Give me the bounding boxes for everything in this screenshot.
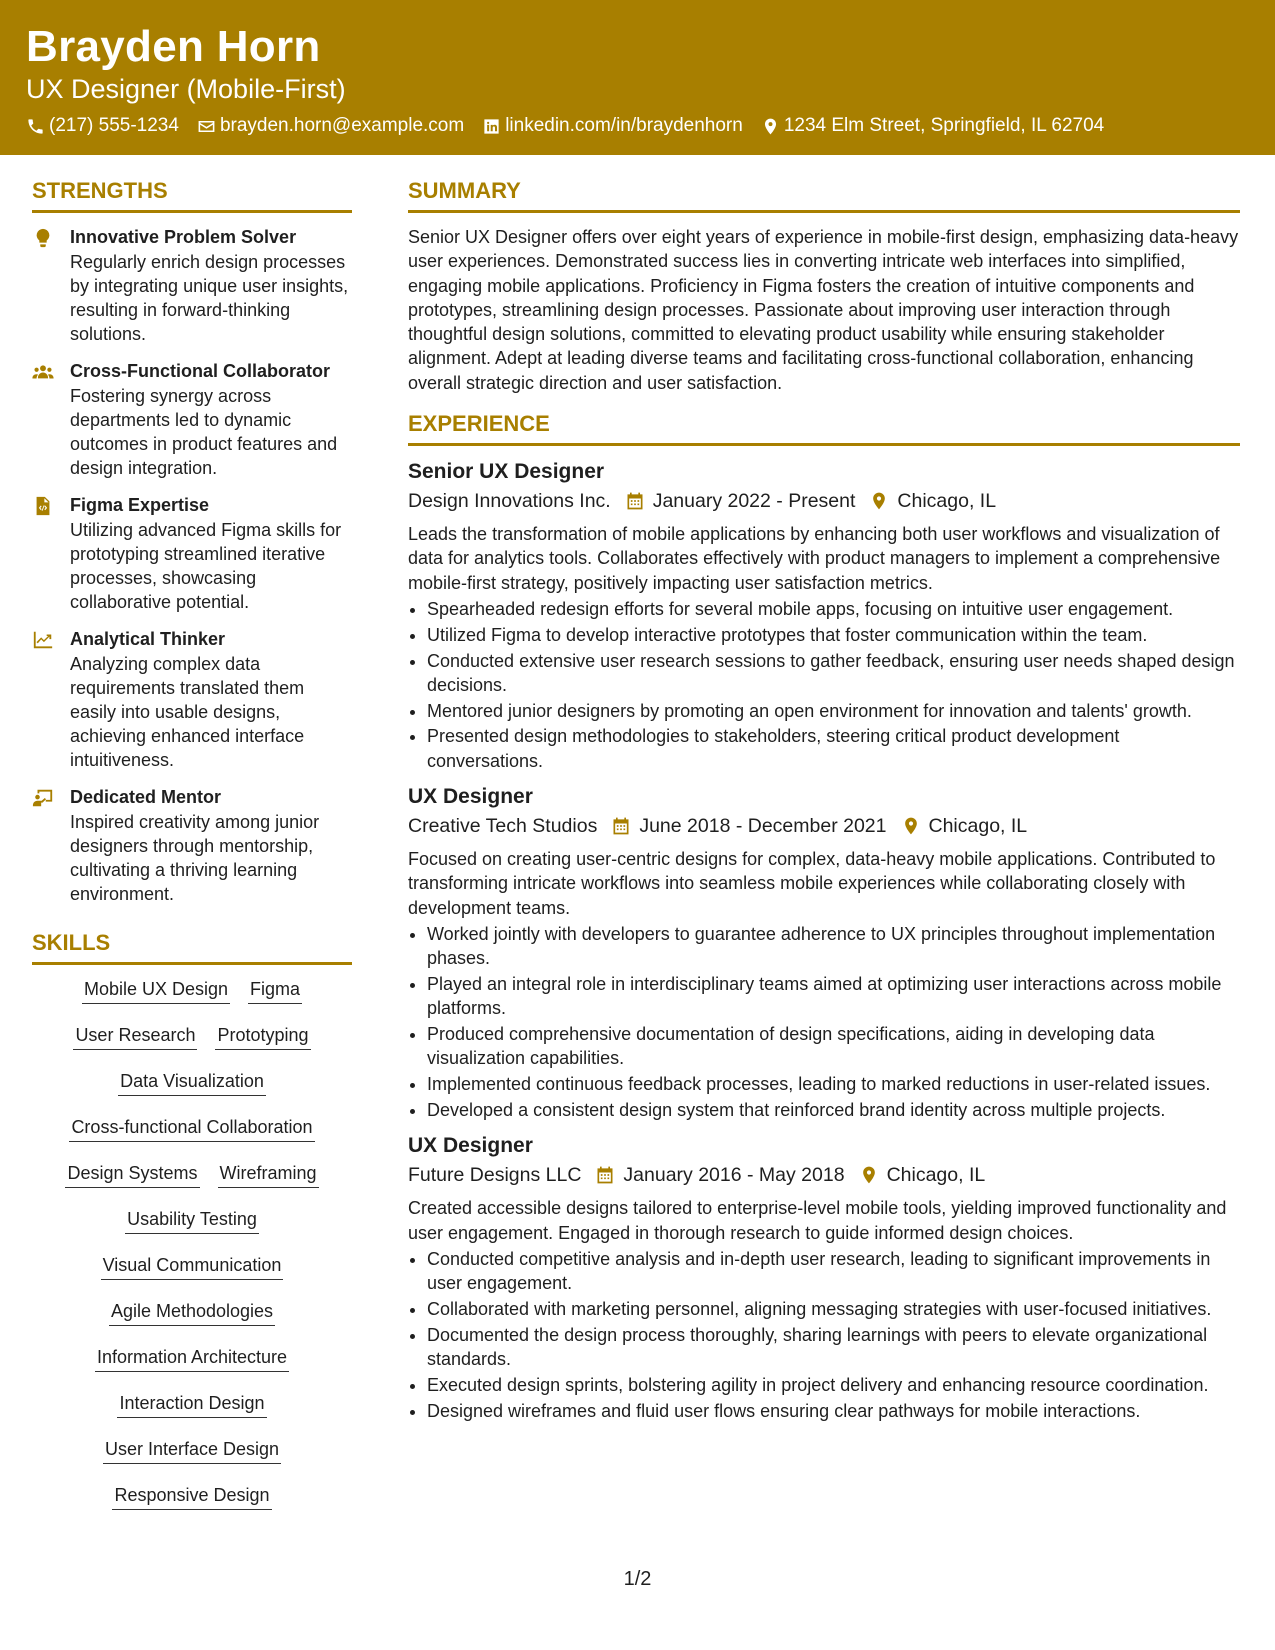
- strength-item: [32, 493, 352, 614]
- bullet-item: • Worked jointly with developers to guarantee adherence to UX principles throughout implementation phases.: [427, 922, 1240, 971]
- skill-tag: Wireframing: [218, 1161, 319, 1188]
- bullet-item: • Implemented continuous feedback processes, leading to marked reductions in user-related issues.: [427, 1072, 1240, 1096]
- candidate-role: UX Designer (Mobile-First): [26, 74, 346, 104]
- strength-title: Analytical Thinker: [70, 629, 226, 649]
- skill-tag: User Interface Design: [103, 1437, 281, 1464]
- bullet-item: • Collaborated with marketing personnel, aligning messaging strategies with user-focused initiatives.: [427, 1297, 1240, 1321]
- bullet-item: • Conducted competitive analysis and in-depth user research, leading to significant improvements in user engagement.: [427, 1247, 1240, 1296]
- strength-title: Cross-Functional Collaborator: [70, 361, 331, 381]
- job-meta: [408, 811, 1240, 841]
- candidate-name: Brayden Horn: [26, 22, 321, 71]
- strength-description: Analyzing complex data requirements translated them easily into usable designs, achieving enhanced interface intuitiveness.: [70, 654, 305, 770]
- bullet-item: • Mentored junior designers by promoting an open environment for innovation and talents' growth.: [427, 699, 1240, 723]
- job-dates: January 2016 - May 2018: [623, 1164, 845, 1187]
- strengths-heading: STRENGTHS: [32, 178, 352, 213]
- strength-description: Utilizing advanced Figma skills for prototyping streamlined iterative processes, showcasing collaborative potential.: [70, 520, 342, 612]
- bullet-item: • Produced comprehensive documentation of design specifications, aiding in developing data visualization capabilities.: [427, 1022, 1240, 1071]
- phone-text: (217) 555-1234: [49, 115, 179, 136]
- job-dates: June 2018 - December 2021: [639, 815, 887, 838]
- right-column: [408, 178, 1240, 1433]
- phone-icon: [26, 117, 45, 136]
- calendar-icon: [595, 1165, 615, 1185]
- job-title: UX Designer: [408, 785, 533, 809]
- skill-tag: Prototyping: [215, 1023, 310, 1050]
- map-marker-icon: [761, 117, 780, 136]
- linkedin-text: linkedin.com/in/braydenhorn: [505, 115, 743, 136]
- job-description: Focused on creating user-centric designs for complex, data-heavy mobile applications. Contributed to transforming intricate workflows into seamless mobile experiences while collaborating closely with development teams.: [408, 849, 1216, 918]
- envelope-icon: [197, 117, 216, 136]
- resume-header: [0, 0, 1275, 155]
- left-column: [32, 178, 352, 1529]
- chart-line-icon: [32, 629, 54, 651]
- map-marker-icon: [901, 816, 921, 836]
- job-dates: January 2022 - Present: [652, 490, 856, 513]
- job-entry: [408, 783, 1240, 1122]
- job-bullets: [408, 922, 1240, 1122]
- job-bullets: [408, 597, 1240, 773]
- contact-bar: [26, 115, 1122, 137]
- calendar-icon: [611, 816, 631, 836]
- contact-linkedin[interactable]: [482, 115, 743, 137]
- strength-item: [32, 785, 352, 906]
- users-icon: [32, 361, 54, 383]
- page-number: 1/2: [623, 1568, 652, 1590]
- strength-item: [32, 627, 352, 772]
- skill-tag: User Research: [73, 1023, 197, 1050]
- calendar-icon: [625, 491, 645, 511]
- bullet-item: • Conducted extensive user research sessions to gather feedback, ensuring user needs shaped design decisions.: [427, 649, 1240, 698]
- job-meta: [408, 1160, 1240, 1190]
- address-text: 1234 Elm Street, Springfield, IL 62704: [783, 115, 1105, 136]
- job-company: Creative Tech Studios: [408, 815, 598, 838]
- chalkboard-teacher-icon: [32, 787, 54, 809]
- map-marker-icon: [869, 491, 889, 511]
- job-title: Senior UX Designer: [408, 460, 605, 484]
- email-text: brayden.horn@example.com: [219, 115, 465, 136]
- skill-tag: Cross-functional Collaboration: [69, 1115, 314, 1142]
- bullet-item: • Spearheaded redesign efforts for several mobile apps, focusing on intuitive user engagement.: [427, 597, 1240, 621]
- skills-heading: SKILLS: [32, 930, 352, 965]
- map-marker-icon: [859, 1165, 879, 1185]
- summary-heading: SUMMARY: [408, 178, 1240, 213]
- skill-tag: Information Architecture: [95, 1345, 289, 1372]
- strength-title: Innovative Problem Solver: [70, 227, 297, 247]
- bullet-item: • Executed design sprints, bolstering agility in project delivery and enhancing resource coordination.: [427, 1373, 1240, 1397]
- bullet-item: • Developed a consistent design system that reinforced brand identity across multiple projects.: [427, 1098, 1240, 1122]
- job-bullets: [408, 1247, 1240, 1423]
- experience-heading: EXPERIENCE: [408, 411, 1240, 446]
- job-company: Future Designs LLC: [408, 1164, 582, 1187]
- skill-tag: Design Systems: [65, 1161, 199, 1188]
- summary-text: Senior UX Designer offers over eight years of experience in mobile-first design, emphasizing data-heavy user experiences. Demonstrated success lies in converting intricate web interfaces into simplified, engaging mobile applications. Proficiency in Figma fosters the creation of intuitive components and prototypes, streamlining design processes. Passionate about improving user interaction through thoughtful design solutions, committed to elevating product usability while ensuring stakeholder alignment. Adept at leading diverse teams and facilitating cross-functional collaboration, enhancing overall strategic direction and user satisfaction.: [408, 227, 1239, 393]
- strength-title: Dedicated Mentor: [70, 787, 222, 807]
- job-location: Chicago, IL: [928, 815, 1028, 838]
- strength-description: Regularly enrich design processes by integrating unique user insights, resulting in forward-thinking solutions.: [70, 252, 349, 344]
- job-entry: [408, 458, 1240, 773]
- skill-tag: Visual Communication: [101, 1253, 284, 1280]
- bullet-item: • Documented the design process thoroughly, sharing learnings with peers to elevate organizational standards.: [427, 1323, 1240, 1372]
- bullet-item: • Played an integral role in interdisciplinary teams aimed at optimizing user interactions across mobile platforms.: [427, 972, 1240, 1021]
- contact-phone: [26, 115, 179, 137]
- bullet-item: • Designed wireframes and fluid user flows ensuring clear pathways for mobile interactions.: [427, 1399, 1240, 1423]
- job-location: Chicago, IL: [886, 1164, 986, 1187]
- strength-title: Figma Expertise: [70, 495, 210, 515]
- skill-tag: Mobile UX Design: [82, 977, 230, 1004]
- skill-tag: Usability Testing: [125, 1207, 259, 1234]
- linkedin-icon: [482, 117, 501, 136]
- strength-description: Fostering synergy across departments led to dynamic outcomes in product features and design integration.: [70, 386, 338, 478]
- skill-tag: Agile Methodologies: [109, 1299, 275, 1326]
- bullet-item: • Utilized Figma to develop interactive prototypes that foster communication within the team.: [427, 623, 1240, 647]
- job-meta: [408, 486, 1240, 516]
- job-description: Created accessible designs tailored to enterprise-level mobile tools, yielding improved functionality and user engagement. Engaged in thorough research to guide informed design choices.: [408, 1198, 1227, 1243]
- skill-tag: Interaction Design: [117, 1391, 266, 1418]
- job-description: Leads the transformation of mobile applications by enhancing both user workflows and visualization of data for analytics tools. Collaborates effectively with product managers to implement a comprehensive mobile-first strategy, positively impacting user satisfaction metrics.: [408, 524, 1221, 593]
- contact-email[interactable]: [197, 115, 464, 137]
- strength-item: [32, 359, 352, 480]
- job-entry: [408, 1132, 1240, 1423]
- strength-item: [32, 225, 352, 346]
- strength-description: Inspired creativity among junior designers through mentorship, cultivating a thriving learning environment.: [70, 812, 320, 904]
- skills-list: [32, 977, 352, 1529]
- lightbulb-icon: [32, 227, 54, 249]
- skill-tag: Data Visualization: [118, 1069, 266, 1096]
- job-location: Chicago, IL: [897, 490, 997, 513]
- skill-tag: Figma: [248, 977, 302, 1004]
- skill-tag: Responsive Design: [112, 1483, 271, 1510]
- bullet-item: • Presented design methodologies to stakeholders, steering critical product development conversations.: [427, 724, 1240, 773]
- contact-address: [761, 115, 1104, 137]
- job-company: Design Innovations Inc.: [408, 490, 611, 513]
- job-title: UX Designer: [408, 1134, 533, 1158]
- code-file-icon: [32, 495, 54, 517]
